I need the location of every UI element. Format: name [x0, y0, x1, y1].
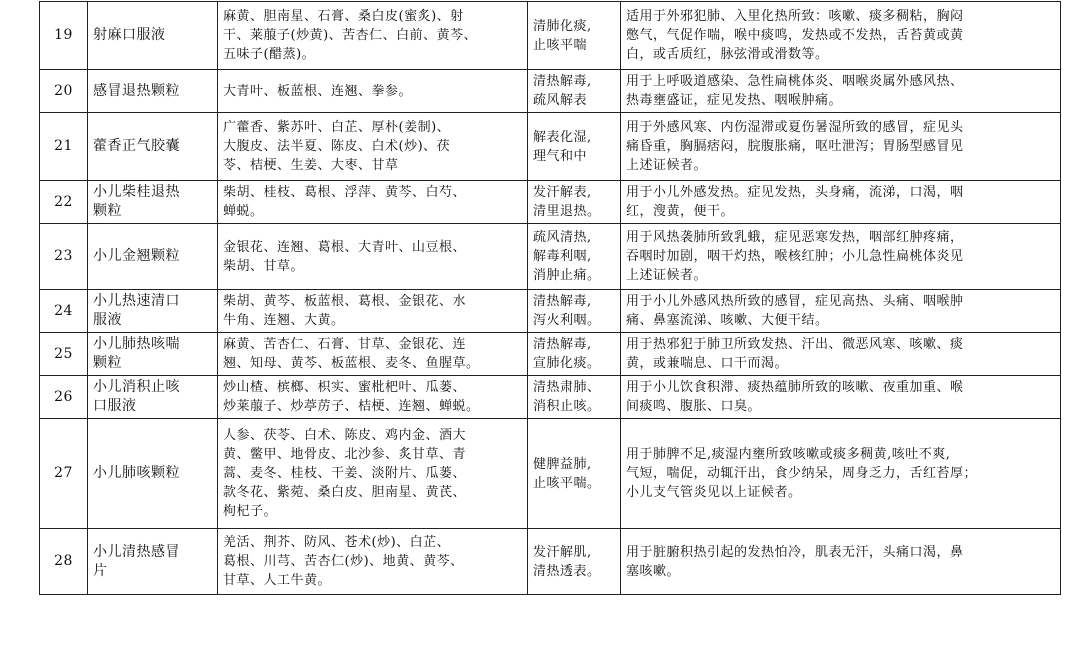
medicine-name: 小儿金翘颗粒 — [93, 248, 180, 264]
row-number-cell — [40, 224, 88, 290]
efficacy-cell — [528, 529, 621, 595]
row-number: 25 — [54, 345, 73, 362]
efficacy-cell — [528, 2, 621, 70]
row-number-cell — [40, 529, 88, 595]
row-number-cell — [40, 181, 88, 224]
ingredients: 柴胡、黄芩、板蓝根、葛根、金银花、水 牛角、连翘、大黄。 — [223, 294, 467, 328]
efficacy-cell — [528, 70, 621, 113]
row-number: 22 — [54, 193, 73, 210]
table-row — [40, 2, 1061, 70]
ingredients-cell — [218, 376, 528, 419]
efficacy: 清热解毒, 宣肺化痰。 — [533, 337, 601, 371]
efficacy-cell — [528, 113, 621, 181]
medicine-name-cell — [88, 2, 218, 70]
medicine-name-cell — [88, 181, 218, 224]
indications-cell — [621, 113, 1061, 181]
row-number: 21 — [54, 138, 73, 154]
row-number-cell — [40, 333, 88, 376]
table-row — [40, 419, 1061, 529]
ingredients-cell — [218, 224, 528, 290]
ingredients: 金银花、连翘、葛根、大青叶、山豆根、 柴胡、甘草。 — [223, 239, 467, 274]
row-number: 19 — [54, 27, 73, 43]
indications-cell — [621, 376, 1061, 419]
efficacy: 发汗解表, 清里退热。 — [533, 185, 601, 219]
indications-cell — [621, 333, 1061, 376]
medicine-name-cell — [88, 419, 218, 529]
efficacy: 清热解毒, 疏风解表 — [533, 74, 592, 108]
indications: 用于风热袭肺所致乳蛾，症见恶寒发热，咽部红肿疼痛， 吞咽时加剧，咽干灼热，喉核红肿；小儿急性扁桃体炎见 上述证候者。 — [626, 230, 964, 283]
row-number: 27 — [54, 465, 73, 481]
medicine-name: 感冒退热颗粒 — [93, 82, 180, 99]
ingredients-cell — [218, 529, 528, 595]
medicine-name-cell — [88, 113, 218, 181]
table-row — [40, 529, 1061, 595]
efficacy: 发汗解肌, 清热透表。 — [533, 544, 601, 579]
indications-cell — [621, 419, 1061, 529]
ingredients: 柴胡、桂枝、葛根、浮萍、黄芩、白芍、 蝉蜕。 — [223, 185, 467, 219]
ingredients: 羌活、荆芥、防风、苍术(炒)、白芷、 葛根、川芎、苦杏仁(炒)、地黄、黄芩、 甘草、人工牛黄。 — [223, 535, 464, 588]
row-number-cell — [40, 419, 88, 529]
indications: 用于热邪犯于肺卫所致发热、汗出、微恶风寒、咳嗽、痰 黄，或兼喘息、口干而渴。 — [626, 337, 964, 371]
row-number-cell — [40, 2, 88, 70]
ingredients: 广藿香、紫苏叶、白芷、厚朴(姜制)、 大腹皮、法半夏、陈皮、白术(炒)、茯 苓、桔梗、生姜、大枣、甘草 — [223, 120, 451, 173]
indications: 用于小儿外感风热所致的感冒，症见高热、头痛、咽喉肿 痛、鼻塞流涕、咳嗽、大便干结。 — [626, 294, 964, 328]
ingredients-cell — [218, 333, 528, 376]
medicine-name: 小儿热速清口 服液 — [93, 293, 180, 328]
table-row — [40, 376, 1061, 419]
ingredients: 大青叶、板蓝根、连翘、拳参。 — [223, 83, 413, 99]
indications-cell — [621, 224, 1061, 290]
ingredients-cell — [218, 181, 528, 224]
medicine-name: 小儿消积止咳 口服液 — [93, 379, 180, 414]
efficacy: 健脾益肺, 止咳平喘。 — [533, 456, 601, 491]
medicine-name: 小儿肺热咳喘 颗粒 — [93, 336, 180, 371]
ingredients-cell — [218, 290, 528, 333]
table-row — [40, 70, 1061, 113]
ingredients: 人参、茯苓、白术、陈皮、鸡内金、酒大 黄、鳖甲、地骨皮、北沙参、炙甘草、青 蒿、麦冬、桂枝、干姜、淡附片、瓜蒌、 款冬花、紫菀、桑白皮、胆南星、黄芪、 枸杞子。 — [223, 428, 467, 519]
efficacy-cell — [528, 224, 621, 290]
indications: 用于上呼吸道感染、急性扁桃体炎、咽喉炎属外感风热、 热毒壅盛证，症见发热、咽喉肿痛。 — [626, 74, 964, 108]
efficacy: 疏风清热, 解毒利咽, 消肿止痛。 — [533, 230, 601, 283]
table-row — [40, 181, 1061, 224]
medicine-name: 藿香正气胶囊 — [93, 138, 180, 154]
row-number: 20 — [54, 82, 73, 99]
medicine-name: 小儿柴桂退热 颗粒 — [93, 184, 180, 219]
medicine-name: 射麻口服液 — [93, 27, 166, 43]
medicine-name-cell — [88, 376, 218, 419]
efficacy-cell — [528, 333, 621, 376]
medicine-name: 小儿清热感冒 片 — [93, 543, 180, 579]
medicine-name-cell — [88, 70, 218, 113]
efficacy-cell — [528, 181, 621, 224]
efficacy-cell — [528, 290, 621, 333]
row-number: 24 — [54, 302, 73, 319]
medicine-table-body — [40, 2, 1061, 595]
medicine-name: 小儿肺咳颗粒 — [93, 465, 180, 481]
indications: 用于小儿外感发热。症见发热，头身痛，流涕，口渴，咽 红，溲黄，便干。 — [626, 185, 964, 219]
efficacy: 清肺化痰, 止咳平喘 — [533, 18, 592, 53]
ingredients-cell — [218, 419, 528, 529]
row-number-cell — [40, 70, 88, 113]
indications: 用于肺脾不足,痰湿内壅所致咳嗽或痰多稠黄,咳吐不爽, 气短，喘促，动辄汗出，食少纳呆，周身乏力，舌红苔厚； 小儿支气管炎见以上证候者。 — [626, 447, 978, 500]
ingredients-cell — [218, 113, 528, 181]
efficacy: 解表化湿, 理气和中 — [533, 129, 592, 164]
ingredients-cell — [218, 70, 528, 113]
ingredients: 麻黄、胆南星、石膏、桑白皮(蜜炙)、射 干、莱菔子(炒黄)、苦杏仁、白前、黄芩、 五味子(醋蒸)。 — [223, 9, 478, 62]
row-number-cell — [40, 376, 88, 419]
indications-cell — [621, 70, 1061, 113]
ingredients: 炒山楂、槟榔、枳实、蜜枇杷叶、瓜蒌、 炒莱菔子、炒葶苈子、桔梗、连翘、蝉蜕。 — [223, 380, 480, 414]
row-number: 26 — [54, 388, 73, 405]
row-number: 23 — [54, 248, 73, 264]
indications-cell — [621, 290, 1061, 333]
indications-cell — [621, 181, 1061, 224]
table-row — [40, 290, 1061, 333]
row-number: 28 — [54, 553, 73, 569]
row-number-cell — [40, 290, 88, 333]
efficacy: 清热解毒, 泻火利咽。 — [533, 294, 601, 328]
medicine-table — [39, 1, 1061, 595]
efficacy: 清热肃肺、 消积止咳。 — [533, 380, 601, 414]
medicine-name-cell — [88, 224, 218, 290]
indications-cell — [621, 2, 1061, 70]
efficacy-cell — [528, 376, 621, 419]
indications: 用于小儿饮食积滞、痰热蕴肺所致的咳嗽、夜重加重、喉 间痰鸣、腹胀、口臭。 — [626, 380, 964, 414]
medicine-name-cell — [88, 290, 218, 333]
table-row — [40, 333, 1061, 376]
indications: 用于外感风寒、内伤湿滞或夏伤暑湿所致的感冒，症见头 痛昏重，胸膈痞闷，脘腹胀痛，呕吐泄泻；胃肠型感冒见 上述证候者。 — [626, 120, 964, 173]
indications: 适用于外邪犯肺、入里化热所致：咳嗽、痰多稠粘，胸闷 憋气，气促作喘，喉中痰鸣，发热或不发热，舌苔黄或黄 白，或舌质红，脉弦滑或滑数等。 — [626, 9, 964, 62]
medicine-name-cell — [88, 529, 218, 595]
medicine-name-cell — [88, 333, 218, 376]
table-row — [40, 224, 1061, 290]
ingredients-cell — [218, 2, 528, 70]
table-row — [40, 113, 1061, 181]
row-number-cell — [40, 113, 88, 181]
indications: 用于脏腑积热引起的发热怕冷，肌表无汗，头痛口渴，鼻 塞咳嗽。 — [626, 544, 964, 579]
indications-cell — [621, 529, 1061, 595]
ingredients: 麻黄、苦杏仁、石膏、甘草、金银花、连 翘、知母、黄芩、板蓝根、麦冬、鱼腥草。 — [223, 337, 480, 371]
efficacy-cell — [528, 419, 621, 529]
